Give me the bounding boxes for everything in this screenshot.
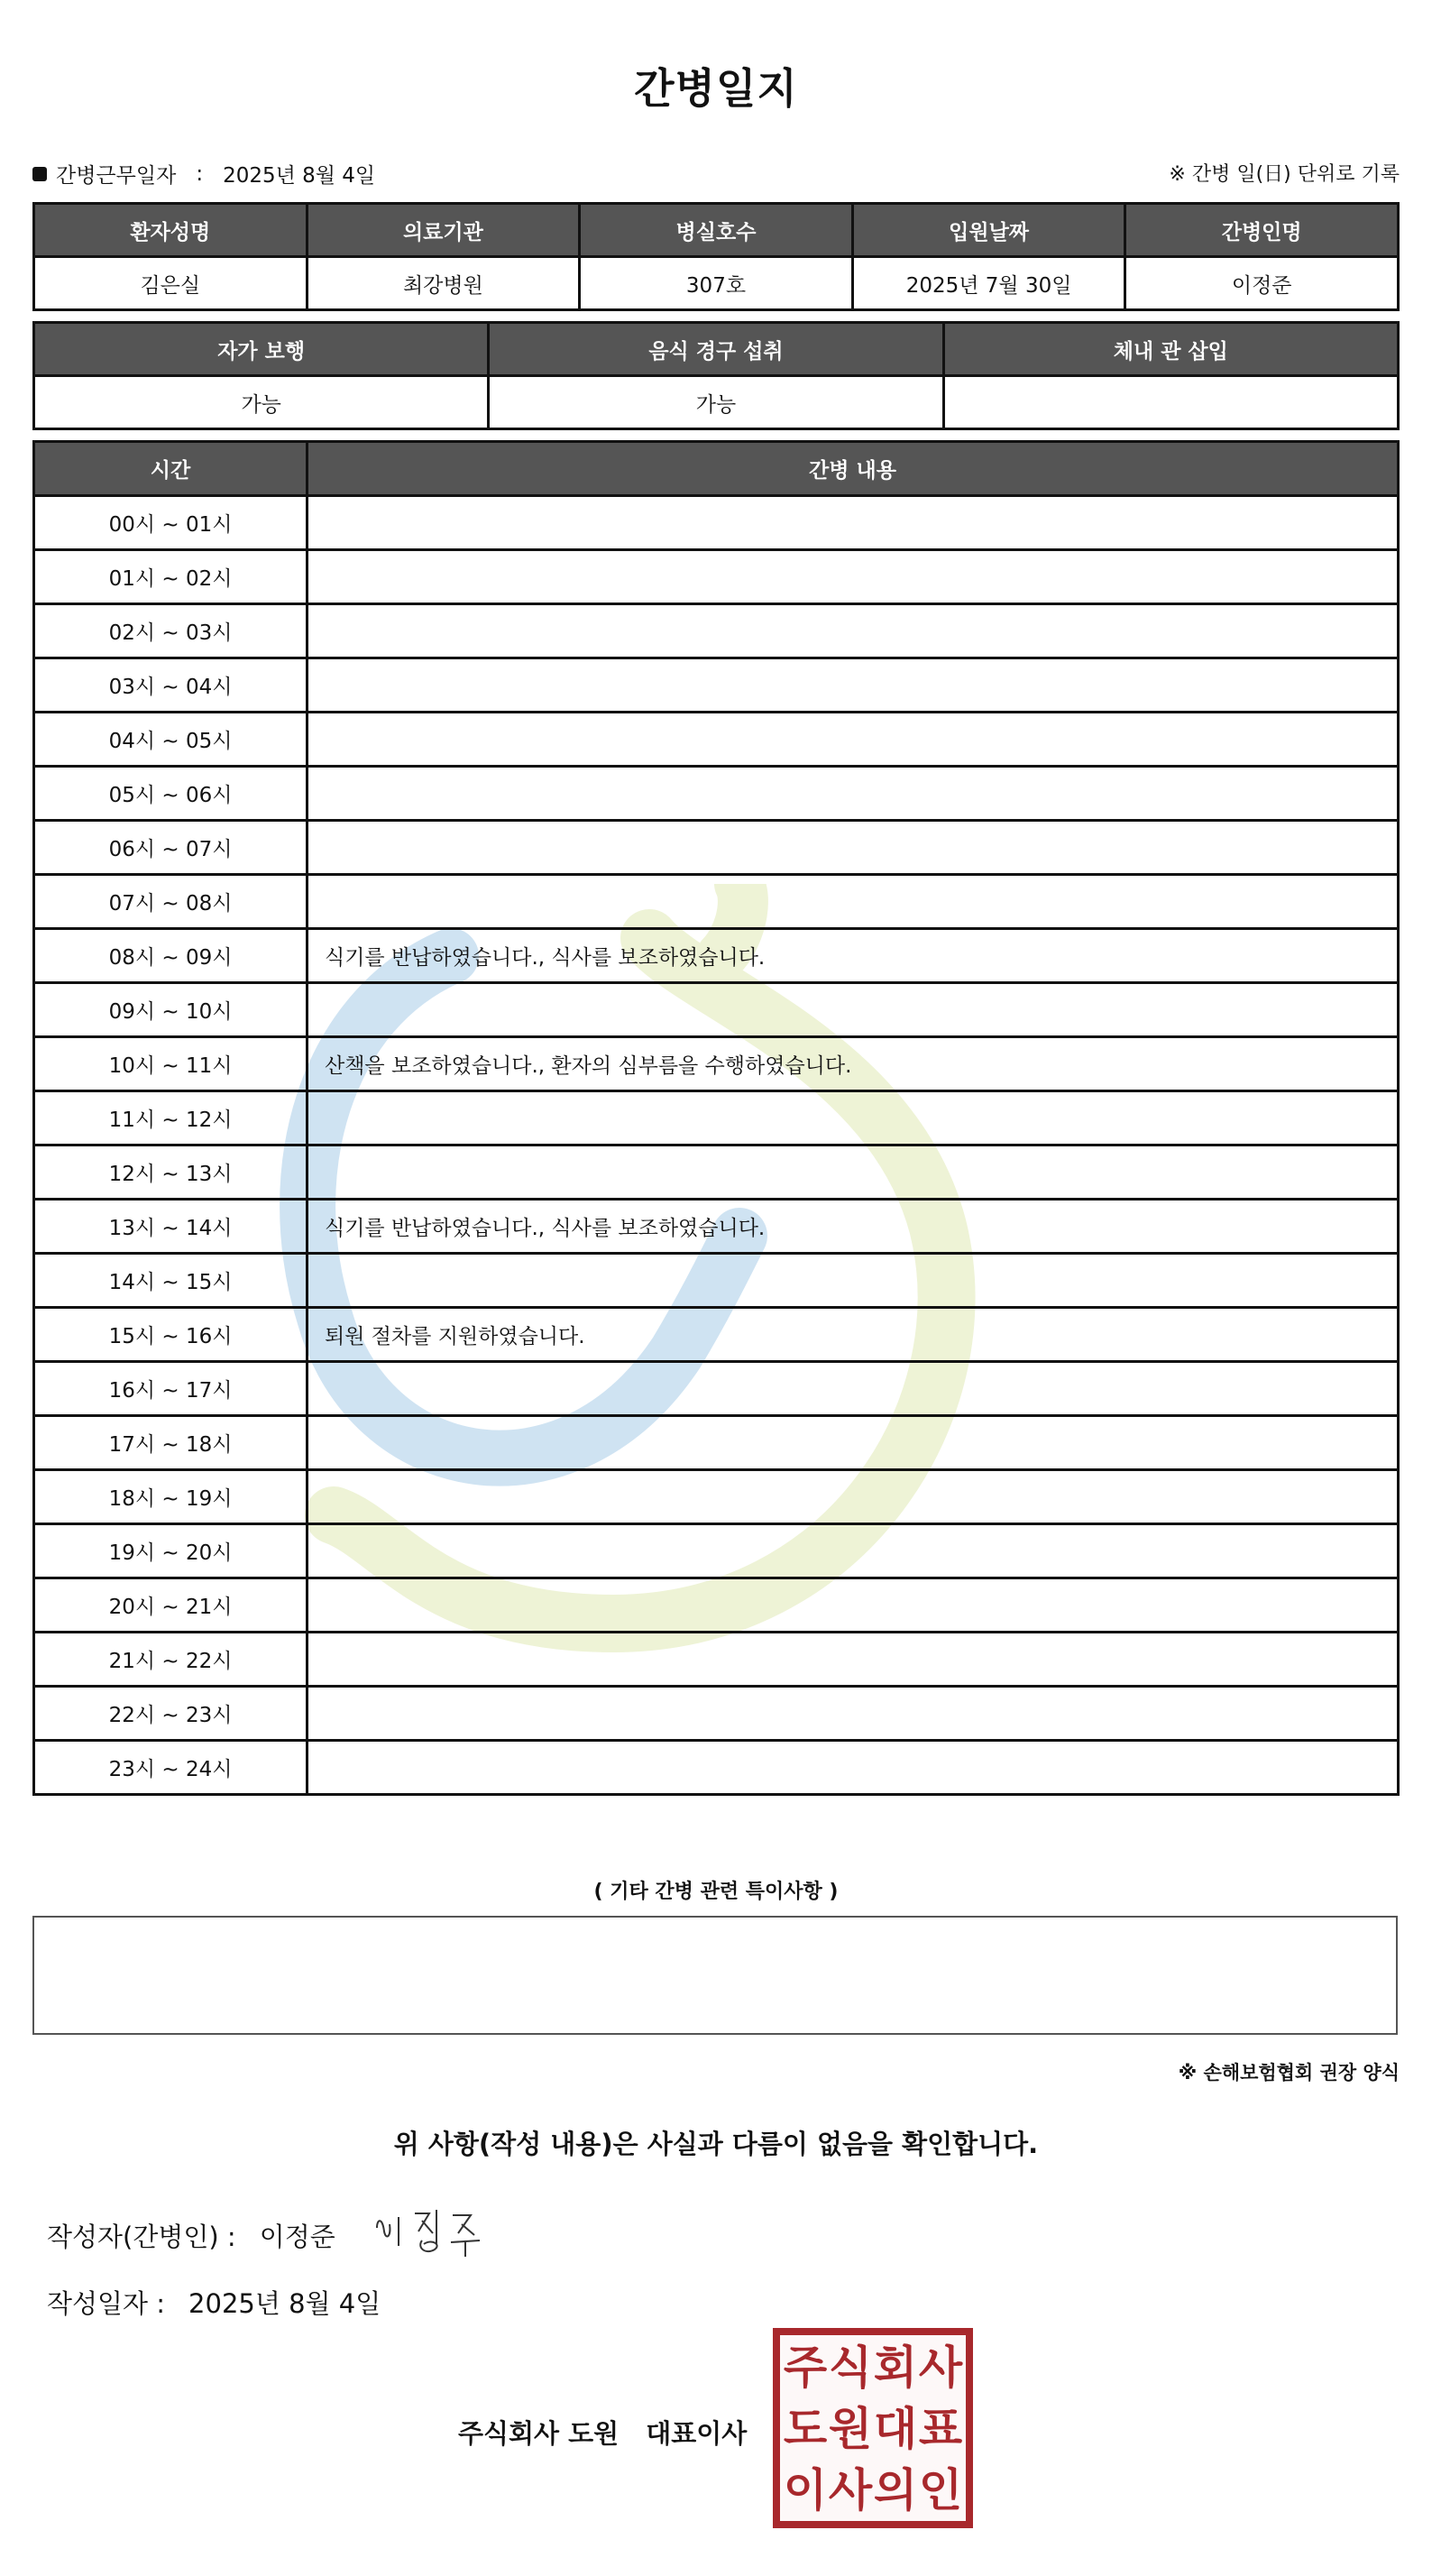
care-content: [308, 875, 1399, 929]
patient-status-value-row: [34, 376, 1399, 429]
work-date: [32, 159, 375, 189]
care-content: [308, 1416, 1399, 1470]
header-time: 시간: [34, 442, 308, 496]
bullet-square-icon: [32, 167, 47, 181]
table-row: [34, 1308, 1399, 1362]
svg-text:의: 의: [873, 2464, 918, 2516]
header-room: 병실호수: [580, 204, 853, 257]
header-tube-insertion: 체내 관 삽입: [943, 323, 1398, 376]
etc-notes-title: ( 기타 간병 관련 특이사항 ): [593, 1881, 839, 1903]
care-content: [308, 1091, 1399, 1145]
care-content: [308, 1578, 1399, 1633]
room-number: 307호: [580, 257, 853, 310]
work-date-label: 간병근무일자: [56, 164, 177, 188]
oral-intake-value: 가능: [489, 376, 943, 429]
time-slot: 17시 ~ 18시: [34, 1416, 308, 1470]
patient-status-header-row: [34, 323, 1399, 376]
svg-text:주: 주: [783, 2341, 828, 2394]
writer-line: [47, 2217, 335, 2254]
caregiver-name: 이정준: [1125, 257, 1399, 310]
care-content: 식기를 반납하였습니다., 식사를 보조하였습니다.: [308, 929, 1399, 983]
care-content: [308, 1524, 1399, 1578]
table-row: [34, 1362, 1399, 1416]
table-row: [34, 1741, 1399, 1795]
company-line: [458, 2414, 747, 2451]
header-hospital: 의료기관: [307, 204, 580, 257]
table-row: [34, 1037, 1399, 1091]
daily-record-note: ※ 간병 일(日) 단위로 기록: [1169, 163, 1400, 186]
care-content: [308, 1145, 1399, 1200]
table-row: [34, 821, 1399, 875]
svg-text:도: 도: [783, 2403, 828, 2455]
care-content: [308, 1254, 1399, 1308]
care-content: [308, 1633, 1399, 1687]
company-name: 주식회사 도원: [458, 2418, 620, 2449]
table-row: [34, 983, 1399, 1037]
etc-notes-box: [32, 1916, 1398, 2035]
time-slot: 22시 ~ 23시: [34, 1687, 308, 1741]
table-row: [34, 1145, 1399, 1200]
table-row: [34, 1416, 1399, 1470]
time-slot: 14시 ~ 15시: [34, 1254, 308, 1308]
table-row: [34, 929, 1399, 983]
header-oral-intake: 음식 경구 섭취: [489, 323, 943, 376]
self-walking-value: 가능: [34, 376, 489, 429]
care-content: 산책을 보조하였습니다., 환자의 심부름을 수행하였습니다.: [308, 1037, 1399, 1091]
handwritten-signature-icon: [372, 2192, 498, 2264]
table-row: [34, 1470, 1399, 1524]
svg-text:사: 사: [828, 2464, 873, 2516]
svg-text:대: 대: [873, 2403, 918, 2455]
care-content: 퇴원 절차를 지원하였습니다.: [308, 1308, 1399, 1362]
time-slot: 11시 ~ 12시: [34, 1091, 308, 1145]
writer-name: 이정준: [259, 2222, 335, 2252]
header-patient-name: 환자성명: [34, 204, 308, 257]
time-slot: 18시 ~ 19시: [34, 1470, 308, 1524]
work-date-colon: :: [196, 161, 204, 186]
care-content: 식기를 반납하였습니다., 식사를 보조하였습니다.: [308, 1200, 1399, 1254]
svg-text:인: 인: [918, 2464, 963, 2516]
admission-date: 2025년 7월 30일: [852, 257, 1125, 310]
care-content: [308, 550, 1399, 604]
patient-status-table: [32, 321, 1400, 430]
care-content: [308, 821, 1399, 875]
time-slot: 15시 ~ 16시: [34, 1308, 308, 1362]
care-content: [308, 1470, 1399, 1524]
company-seal-stamp-icon: [772, 2327, 974, 2529]
written-date-line: [47, 2284, 381, 2321]
patient-info-value-row: [34, 257, 1399, 310]
table-row: [34, 1091, 1399, 1145]
table-row: [34, 1524, 1399, 1578]
time-slot: 00시 ~ 01시: [34, 496, 308, 550]
table-row: [34, 550, 1399, 604]
time-slot: 02시 ~ 03시: [34, 604, 308, 658]
confirm-statement: 위 사항(작성 내용)은 사실과 다름이 없음을 확인합니다.: [393, 2129, 1039, 2159]
time-slot: 04시 ~ 05시: [34, 713, 308, 767]
time-slot: 12시 ~ 13시: [34, 1145, 308, 1200]
table-row: [34, 604, 1399, 658]
svg-text:식: 식: [828, 2341, 873, 2394]
care-content: [308, 658, 1399, 713]
patient-name: 김은실: [34, 257, 308, 310]
care-content: [308, 983, 1399, 1037]
page-title: 간병일지: [634, 64, 798, 113]
table-row: [34, 1633, 1399, 1687]
header-admission-date: 입원날짜: [852, 204, 1125, 257]
svg-text:이: 이: [783, 2464, 828, 2516]
table-row: [34, 1578, 1399, 1633]
time-slot: 09시 ~ 10시: [34, 983, 308, 1037]
table-row: [34, 658, 1399, 713]
tube-insertion-value: [943, 376, 1398, 429]
writer-label: 작성자(간병인) :: [47, 2222, 236, 2252]
work-date-value: 2025년 8월 4일: [223, 164, 376, 188]
written-date-label: 작성일자 :: [47, 2288, 166, 2319]
time-slot: 16시 ~ 17시: [34, 1362, 308, 1416]
time-slot: 23시 ~ 24시: [34, 1741, 308, 1795]
time-slot: 08시 ~ 09시: [34, 929, 308, 983]
company-title: 대표이사: [646, 2418, 748, 2449]
header-care-content: 간병 내용: [308, 442, 1399, 496]
table-row: [34, 1200, 1399, 1254]
header-self-walking: 자가 보행: [34, 323, 489, 376]
care-content: [308, 1362, 1399, 1416]
table-row: [34, 767, 1399, 821]
time-slot: 03시 ~ 04시: [34, 658, 308, 713]
time-slot: 20시 ~ 21시: [34, 1578, 308, 1633]
svg-text:원: 원: [828, 2403, 873, 2455]
time-slot: 01시 ~ 02시: [34, 550, 308, 604]
care-content: [308, 1687, 1399, 1741]
written-date-value: 2025년 8월 4일: [188, 2288, 381, 2319]
care-log-header-row: [34, 442, 1399, 496]
table-row: [34, 713, 1399, 767]
time-slot: 07시 ~ 08시: [34, 875, 308, 929]
care-content: [308, 604, 1399, 658]
care-log-body: [34, 496, 1399, 1795]
care-log-table: [32, 440, 1400, 1796]
patient-info-table: [32, 202, 1400, 311]
time-slot: 13시 ~ 14시: [34, 1200, 308, 1254]
svg-text:사: 사: [918, 2341, 963, 2394]
hospital-name: 최강병원: [307, 257, 580, 310]
time-slot: 10시 ~ 11시: [34, 1037, 308, 1091]
care-content: [308, 767, 1399, 821]
time-slot: 19시 ~ 20시: [34, 1524, 308, 1578]
table-row: [34, 1254, 1399, 1308]
table-row: [34, 1687, 1399, 1741]
table-row: [34, 496, 1399, 550]
recommend-form-note: ※ 손해보험협회 권장 양식: [1178, 2062, 1400, 2084]
patient-info-header-row: [34, 204, 1399, 257]
table-row: [34, 875, 1399, 929]
time-slot: 05시 ~ 06시: [34, 767, 308, 821]
svg-text:회: 회: [873, 2341, 918, 2394]
time-slot: 06시 ~ 07시: [34, 821, 308, 875]
time-slot: 21시 ~ 22시: [34, 1633, 308, 1687]
care-content: [308, 496, 1399, 550]
header-caregiver: 간병인명: [1125, 204, 1399, 257]
care-content: [308, 713, 1399, 767]
care-content: [308, 1741, 1399, 1795]
svg-text:표: 표: [918, 2403, 963, 2455]
